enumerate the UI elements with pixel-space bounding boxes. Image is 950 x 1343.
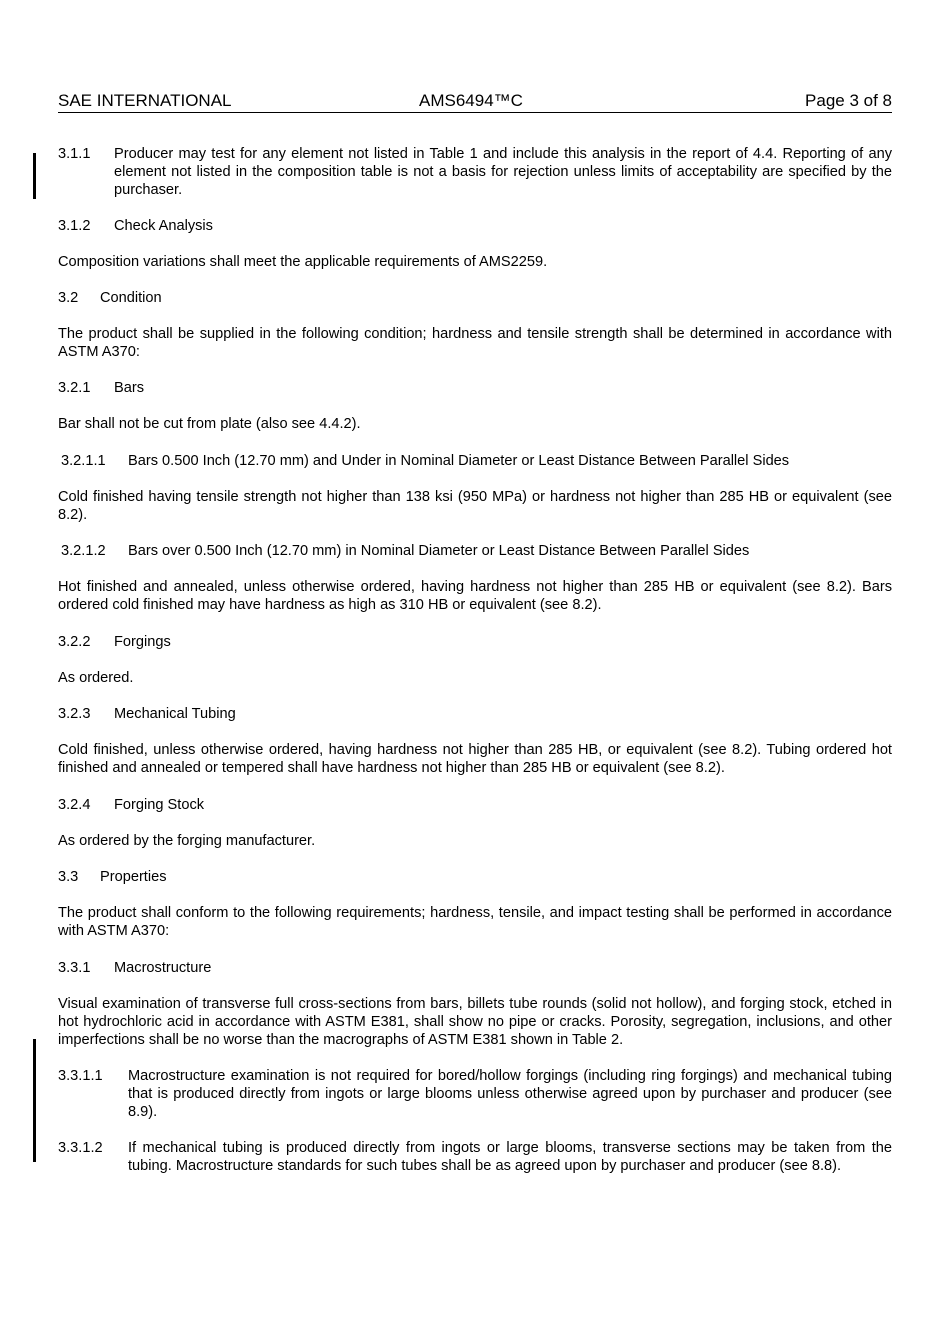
- section-number: 3.2: [58, 290, 79, 306]
- heading-3-2-2: [58, 633, 892, 651]
- section-title: Bars 0.500 Inch (12.70 mm) and Under in Nominal Diameter or Least Distance Between Parallel Sides: [128, 453, 790, 469]
- section-title: Check Analysis: [114, 218, 213, 234]
- section-title: Mechanical Tubing: [114, 706, 236, 722]
- paragraph-3-2-2: As ordered.: [58, 670, 134, 686]
- heading-3-2-4: [58, 796, 892, 814]
- paragraph-3-3-1: Visual examination of transverse full cross-sections from bars, billets tube rounds (solid not hollow), and forging stock, etched in hot hydrochloric acid in accordance with ASTM E381, shall show no pipe or cracks. Porosity, segregation, inclusions, and other imperfections shall be no worse than the macrographs of ASTM E381 shown in Table 2.: [58, 996, 892, 1048]
- section-title: Bars over 0.500 Inch (12.70 mm) in Nominal Diameter or Least Distance Between Parallel Sides: [128, 543, 750, 559]
- revision-change-bar: [33, 1039, 36, 1162]
- section-number: 3.2.1.1: [61, 453, 106, 469]
- section-number: 3.2.4: [58, 797, 91, 813]
- header-doc-id: AMS6494™C: [419, 91, 523, 110]
- section-number: 3.3: [58, 869, 79, 885]
- revision-change-bar: [33, 153, 36, 199]
- paragraph-3-2: The product shall be supplied in the following condition; hardness and tensile strength shall be determined in accordance with ASTM A370:: [58, 326, 892, 360]
- section-number: 3.3.1.1: [58, 1068, 103, 1084]
- paragraph-text: If mechanical tubing is produced directly from ingots or large blooms, transverse sections may be taken from the tubing. Macrostructure standards for such tubes shall be as agreed upon by purchaser and producer (see 8.8).: [128, 1140, 892, 1174]
- paragraph-3-2-1-1: Cold finished having tensile strength not higher than 138 ksi (950 MPa) or hardness not higher than 285 HB or equivalent (see 8.2).: [58, 489, 892, 523]
- section-number: 3.1.1: [58, 146, 91, 162]
- paragraph-3-3-1-1: [58, 1067, 892, 1121]
- section-title: Condition: [100, 290, 162, 306]
- heading-3-2: [58, 289, 892, 307]
- paragraph-text: Producer may test for any element not listed in Table 1 and include this analysis in the report of 4.4. Reporting of any element not listed in the composition table is not a basis for rejection unless limits of acceptability are specified by the purchaser.: [114, 146, 892, 198]
- heading-3-3: [58, 868, 892, 886]
- section-title: Bars: [114, 380, 145, 396]
- section-title: Forging Stock: [114, 797, 205, 813]
- paragraph-3-1-2: Composition variations shall meet the applicable requirements of AMS2259.: [58, 254, 548, 270]
- heading-3-2-1-2: [61, 542, 892, 560]
- section-title: Properties: [100, 869, 167, 885]
- paragraph-3-3-1-2: [58, 1139, 892, 1175]
- paragraph-3-2-1-2: Hot finished and annealed, unless otherwise ordered, having hardness not higher than 285 HB or equivalent (see 8.2). Bars ordered cold finished may have hardness as high as 310 HB or equivalent (see 8.2).: [58, 579, 892, 613]
- header-org: SAE INTERNATIONAL: [58, 91, 232, 110]
- section-number: 3.2.1.2: [61, 543, 106, 559]
- paragraph-3-2-1: Bar shall not be cut from plate (also see 4.4.2).: [58, 416, 361, 432]
- section-number: 3.1.2: [58, 218, 91, 234]
- heading-3-3-1: [58, 959, 892, 977]
- section-title: Macrostructure: [114, 960, 212, 976]
- section-number: 3.3.1.2: [58, 1140, 103, 1156]
- section-number: 3.2.2: [58, 634, 91, 650]
- heading-3-2-1: [58, 379, 892, 397]
- section-title: Forgings: [114, 634, 171, 650]
- paragraph-text: Macrostructure examination is not required for bored/hollow forgings (including ring forgings) and mechanical tubing that is produced directly from ingots or large blooms unless otherwise agreed upon by purchaser and producer (see 8.9).: [128, 1068, 892, 1120]
- paragraph-3-2-3: Cold finished, unless otherwise ordered, having hardness not higher than 285 HB, or equivalent (see 8.2). Tubing ordered hot finished and annealed or tempered shall have hardness not higher than 285 HB or equivalent (see 8.2).: [58, 742, 892, 776]
- section-number: 3.3.1: [58, 960, 91, 976]
- heading-3-2-1-1: [61, 452, 892, 470]
- page-header: [58, 90, 892, 113]
- paragraph-3-3: The product shall conform to the following requirements; hardness, tensile, and impact testing shall be performed in accordance with ASTM A370:: [58, 905, 892, 939]
- paragraph-3-1-1: [58, 145, 892, 199]
- heading-3-2-3: [58, 705, 892, 723]
- paragraph-3-2-4: As ordered by the forging manufacturer.: [58, 833, 316, 849]
- heading-3-1-2: [58, 217, 892, 235]
- header-page-number: Page 3 of 8: [805, 91, 892, 110]
- section-number: 3.2.1: [58, 380, 91, 396]
- section-number: 3.2.3: [58, 706, 91, 722]
